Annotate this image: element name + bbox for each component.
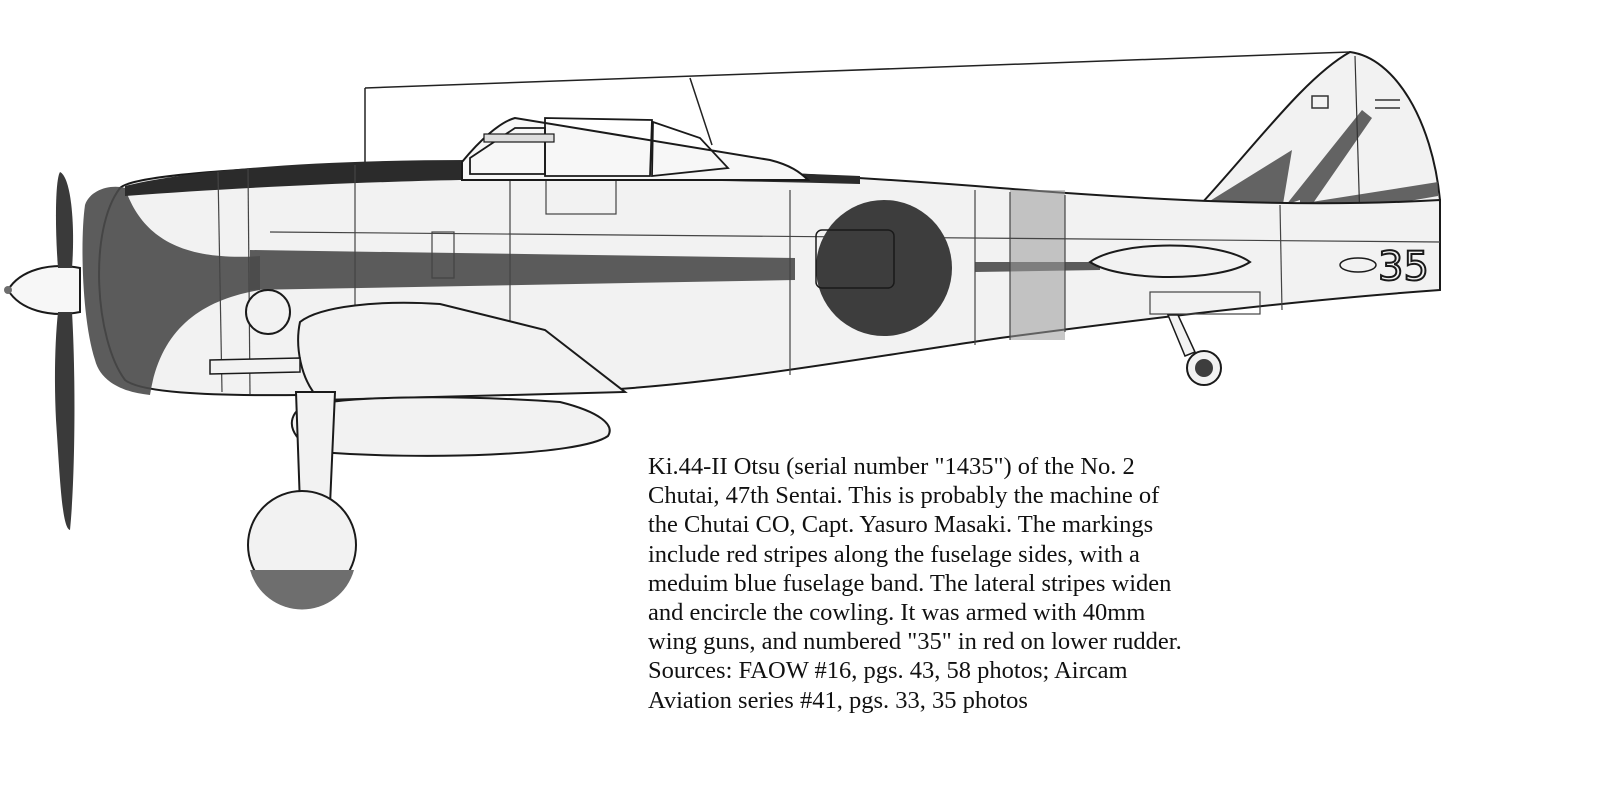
fuselage-band (1010, 190, 1065, 340)
wing-gun (210, 358, 300, 374)
caption-line: Aviation series #41, pgs. 33, 35 photos (648, 686, 1028, 714)
tail-wheel (1168, 315, 1221, 385)
caption-line: Chutai, 47th Sentai. This is probably the machine of (648, 482, 1160, 510)
caption-line: Ki.44-II Otsu (serial number "1435") of the No. 2 (648, 453, 1135, 480)
caption-line: wing guns, and numbered "35" in red on lower rudder. (648, 628, 1182, 656)
caption-line: Sources: FAOW #16, pgs. 43, 58 photos; Aircam (648, 657, 1128, 685)
gun-blister (246, 290, 290, 334)
drop-tank (292, 397, 610, 456)
caption-line: and encircle the cowling. It was armed with 40mm (648, 599, 1146, 627)
hinomaru-roundel (816, 200, 952, 336)
profile-caption (648, 452, 1338, 715)
tail-number: 35 (1378, 244, 1429, 290)
caption-line: include red stripes along the fuselage sides, with a (648, 540, 1140, 568)
caption-line: meduim blue fuselage band. The lateral stripes widen (648, 569, 1172, 597)
canopy (462, 118, 808, 180)
propeller (4, 172, 80, 530)
caption-line: the Chutai CO, Capt. Yasuro Masaki. The markings (648, 511, 1154, 539)
